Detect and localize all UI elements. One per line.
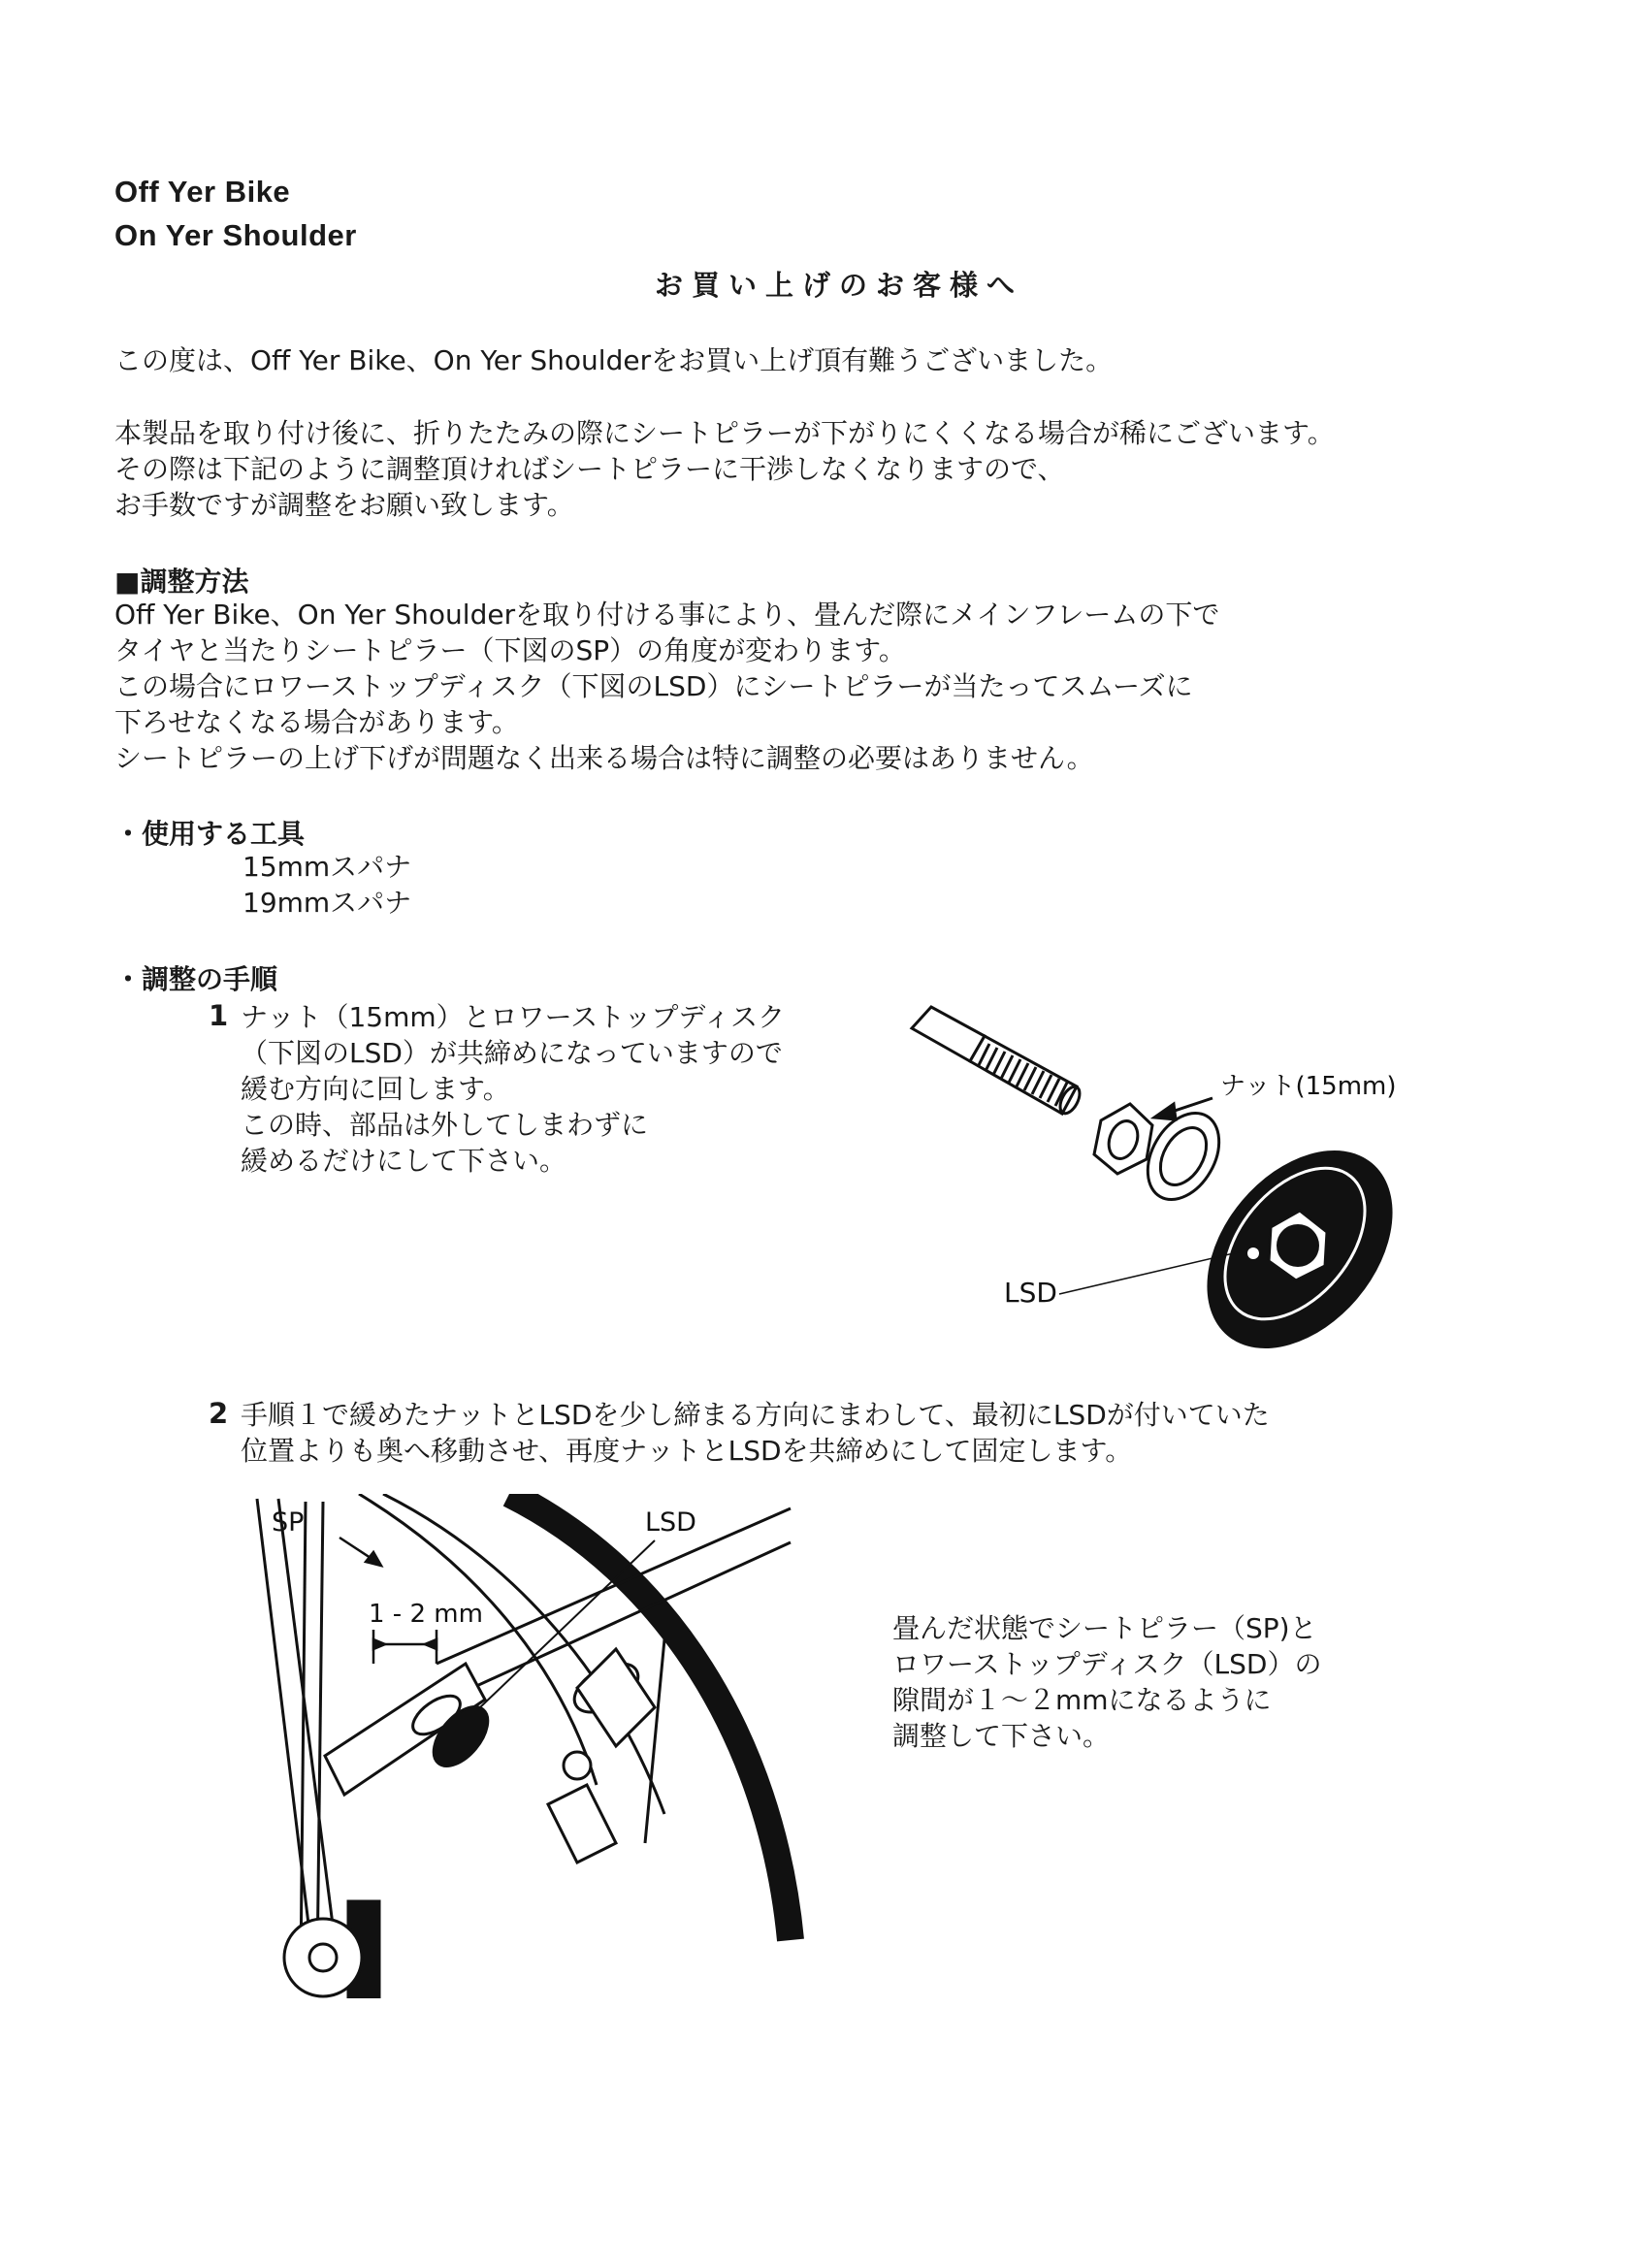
note-line: 畳んだ状態でシートピラー（SP)と — [892, 1612, 1317, 1644]
sp-pointer-arrow — [340, 1538, 381, 1566]
tool-list — [242, 849, 411, 921]
tool-item: 19mmスパナ — [242, 887, 412, 919]
method-line: シートピラーの上げ下げが問題なく出来る場合は特に調整の必要はありません。 — [114, 742, 1094, 774]
lsd-exploded-figure — [892, 989, 1416, 1368]
method-line: この場合にロワーストップディスク（下図のLSD）にシートピラーが当たってスムーズに — [114, 670, 1193, 702]
step1-number: 1 — [209, 999, 229, 1032]
note-line: 調整して下さい。 — [892, 1720, 1111, 1752]
step1-line: この時、部品は外してしまわずに — [241, 1109, 649, 1141]
tool-item: 15mmスパナ — [242, 851, 412, 883]
note-line: ロワーストップディスク（LSD）の — [892, 1648, 1322, 1680]
folded-bike-figure — [247, 1494, 844, 1998]
step1-text — [241, 999, 785, 1179]
step1-line: 緩む方向に回します。 — [241, 1073, 510, 1105]
notice-paragraph — [114, 415, 1335, 523]
step2-number: 2 — [209, 1397, 229, 1430]
step1-line: ナット（15mm）とロワーストップディスク — [241, 1001, 786, 1033]
notice-line: 本製品を取り付け後に、折りたたみの際にシートピラーが下がりにくくなる場合が稀にございます。 — [114, 417, 1335, 449]
sp-label: SP — [272, 1507, 305, 1538]
notice-line: その際は下記のように調整頂ければシートピラーに干渉しなくなりますので、 — [114, 453, 1065, 485]
page-title: お買い上げのお客様へ — [654, 269, 1023, 302]
step2-line: 位置よりも奥へ移動させ、再度ナットとLSDを共締めにして固定します。 — [241, 1435, 1133, 1467]
lsd-label-2: LSD — [645, 1507, 696, 1538]
method-line: 下ろせなくなる場合があります。 — [114, 706, 519, 738]
method-heading: ■調整方法 — [114, 566, 249, 598]
product-name-line2: On Yer Shoulder — [114, 218, 357, 252]
product-name-line1: Off Yer Bike — [114, 175, 291, 209]
roller-wheel-icon — [284, 1919, 362, 1996]
bolt-icon — [912, 1007, 1083, 1117]
note-line: 隙間が１～２mmになるように — [892, 1684, 1272, 1716]
tools-heading: ・使用する工具 — [114, 818, 306, 850]
step1-line: 緩めるだけにして下さい。 — [241, 1145, 567, 1177]
gap-label: 1 - 2 mm — [369, 1600, 483, 1629]
procedure-heading: ・調整の手順 — [114, 963, 278, 995]
notice-line: お手数ですが調整をお願い致します。 — [114, 489, 574, 521]
thanks-text: この度は、Off Yer Bike、On Yer Shoulderをお買い上げ頂有難うございました。 — [114, 344, 1114, 376]
step2-line: 手順１で緩めたナットとLSDを少し締まる方向にまわして、最初にLSDが付いていた — [241, 1399, 1270, 1431]
step1-line: （下図のLSD）が共締めになっていますので — [241, 1037, 783, 1069]
adjustment-note — [892, 1610, 1321, 1754]
gap-dimension-icon — [373, 1630, 436, 1664]
method-paragraph — [114, 597, 1219, 776]
method-line: タイヤと当たりシートピラー（下図のSP）の角度が変わります。 — [114, 634, 906, 666]
lsd-label: LSD — [1004, 1277, 1057, 1309]
step2-text — [241, 1397, 1270, 1469]
nut-icon — [1094, 1104, 1152, 1174]
nut-label: ナット(15mm) — [1220, 1072, 1397, 1101]
method-line: Off Yer Bike、On Yer Shoulderを取り付ける事により、畳んだ際にメインフレームの下で — [114, 599, 1220, 631]
